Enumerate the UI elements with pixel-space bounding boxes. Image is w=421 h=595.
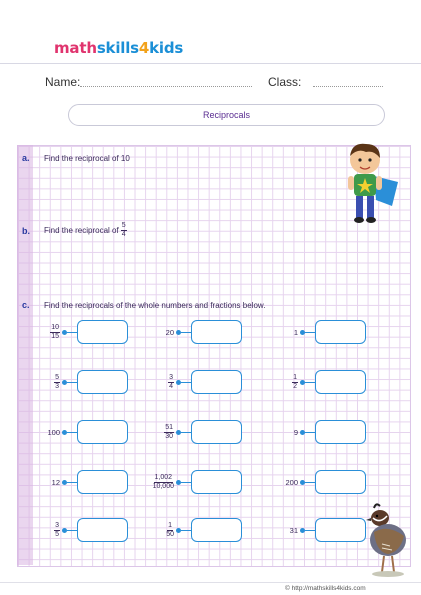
connector-line bbox=[67, 432, 77, 433]
answer-box[interactable] bbox=[77, 518, 128, 542]
connector-line bbox=[67, 332, 77, 333]
item-label bbox=[140, 519, 174, 541]
quail-bird-icon bbox=[360, 502, 410, 578]
answer-box[interactable] bbox=[315, 370, 366, 394]
fraction-numerator: 1 bbox=[293, 373, 297, 381]
answer-box[interactable] bbox=[77, 470, 128, 494]
reciprocal-item bbox=[140, 370, 242, 394]
question-b-letter: b. bbox=[22, 226, 30, 236]
whole-number: 31 bbox=[289, 525, 298, 535]
fraction-numerator: 5 bbox=[121, 222, 126, 229]
item-fraction bbox=[164, 424, 174, 441]
whole-number: 100 bbox=[47, 427, 60, 437]
name-field[interactable] bbox=[80, 86, 252, 87]
reciprocal-item bbox=[264, 518, 366, 542]
fraction-denominator: 10,000 bbox=[152, 482, 174, 490]
answer-box[interactable] bbox=[191, 470, 242, 494]
item-label bbox=[26, 321, 60, 343]
fraction-numerator: 1,002 bbox=[154, 473, 173, 481]
connector-line bbox=[67, 530, 77, 531]
class-label: Class: bbox=[268, 75, 302, 89]
reciprocal-item bbox=[264, 320, 366, 344]
reciprocal-item bbox=[264, 470, 366, 494]
connector-line bbox=[305, 432, 315, 433]
question-b bbox=[44, 222, 127, 239]
footer-divider bbox=[0, 582, 421, 583]
connector-line bbox=[305, 332, 315, 333]
answer-box[interactable] bbox=[77, 420, 128, 444]
connector-line bbox=[67, 482, 77, 483]
whole-number: 200 bbox=[285, 477, 298, 487]
fraction-denominator: 30 bbox=[165, 432, 173, 440]
item-label bbox=[26, 421, 60, 443]
connector-line bbox=[181, 332, 191, 333]
fraction-numerator: 10 bbox=[51, 323, 59, 331]
item-label bbox=[264, 421, 298, 443]
reciprocal-item bbox=[26, 320, 128, 344]
connector-line bbox=[181, 530, 191, 531]
reciprocal-item bbox=[264, 370, 366, 394]
reciprocal-item bbox=[26, 470, 128, 494]
reciprocal-item bbox=[140, 518, 242, 542]
item-label bbox=[26, 471, 60, 493]
connector-line bbox=[305, 530, 315, 531]
question-a-text: Find the reciprocal of 10 bbox=[44, 154, 130, 163]
item-label bbox=[264, 471, 298, 493]
answer-box[interactable] bbox=[315, 518, 366, 542]
question-c-letter: c. bbox=[22, 300, 30, 310]
whole-number: 1 bbox=[293, 327, 298, 337]
item-label bbox=[140, 321, 174, 343]
fraction-numerator: 3 bbox=[55, 521, 59, 529]
footer-url: © http://mathskills4kids.com bbox=[285, 585, 366, 592]
whole-number: 12 bbox=[51, 477, 60, 487]
reciprocal-item bbox=[26, 420, 128, 444]
answer-box[interactable] bbox=[315, 420, 366, 444]
fraction-numerator: 5 bbox=[55, 373, 59, 381]
item-label bbox=[140, 421, 174, 443]
answer-box[interactable] bbox=[191, 320, 242, 344]
question-c-text: Find the reciprocals of the whole numbers and fractions below. bbox=[44, 301, 266, 310]
reciprocal-item bbox=[26, 518, 128, 542]
item-fraction bbox=[54, 374, 60, 391]
item-fraction bbox=[50, 324, 60, 341]
answer-box[interactable] bbox=[77, 320, 128, 344]
connector-line bbox=[181, 382, 191, 383]
connector-line bbox=[181, 482, 191, 483]
fraction-numerator: 51 bbox=[165, 423, 173, 431]
whole-number: 20 bbox=[165, 327, 174, 337]
worksheet-title: Reciprocals bbox=[68, 104, 385, 126]
answer-box[interactable] bbox=[191, 370, 242, 394]
fraction-numerator: 1 bbox=[168, 521, 173, 529]
connector-line bbox=[305, 482, 315, 483]
reciprocal-item bbox=[26, 370, 128, 394]
connector-line bbox=[305, 382, 315, 383]
item-label bbox=[140, 371, 174, 393]
item-fraction bbox=[153, 474, 174, 491]
item-label bbox=[264, 321, 298, 343]
reciprocal-item bbox=[140, 470, 242, 494]
fraction-denominator: 3 bbox=[55, 382, 59, 390]
margin-strip bbox=[17, 145, 33, 565]
connector-line bbox=[181, 432, 191, 433]
answer-box[interactable] bbox=[315, 470, 366, 494]
answer-box[interactable] bbox=[315, 320, 366, 344]
fraction-denominator: 4 bbox=[121, 231, 126, 238]
site-logo: mathskills4kids bbox=[54, 39, 184, 57]
header-divider bbox=[0, 63, 421, 64]
item-label bbox=[26, 519, 60, 541]
fraction-denominator: 2 bbox=[293, 382, 297, 390]
item-label bbox=[264, 371, 298, 393]
fraction-numerator: 3 bbox=[169, 373, 173, 381]
fraction-denominator: 50 bbox=[166, 530, 174, 538]
class-field[interactable] bbox=[313, 86, 383, 87]
superhero-boy-icon bbox=[340, 140, 400, 226]
item-label bbox=[140, 471, 174, 493]
question-b-text: Find the reciprocal of bbox=[44, 226, 119, 235]
fraction-denominator: 15 bbox=[51, 332, 59, 340]
fraction-denominator: 4 bbox=[169, 382, 173, 390]
answer-box[interactable] bbox=[77, 370, 128, 394]
question-b-fraction bbox=[121, 222, 127, 239]
fraction-denominator: 5 bbox=[55, 530, 59, 538]
reciprocal-item bbox=[140, 320, 242, 344]
item-fraction bbox=[54, 522, 60, 539]
item-fraction bbox=[292, 374, 298, 391]
item-label bbox=[26, 371, 60, 393]
item-fraction bbox=[166, 522, 174, 539]
name-label: Name: bbox=[45, 75, 81, 89]
item-fraction bbox=[168, 374, 174, 391]
reciprocal-item bbox=[264, 420, 366, 444]
answer-box[interactable] bbox=[191, 518, 242, 542]
connector-line bbox=[67, 382, 77, 383]
question-a-letter: a. bbox=[22, 153, 30, 163]
whole-number: 9 bbox=[293, 427, 298, 437]
reciprocal-item bbox=[140, 420, 242, 444]
answer-box[interactable] bbox=[191, 420, 242, 444]
item-label bbox=[264, 519, 298, 541]
